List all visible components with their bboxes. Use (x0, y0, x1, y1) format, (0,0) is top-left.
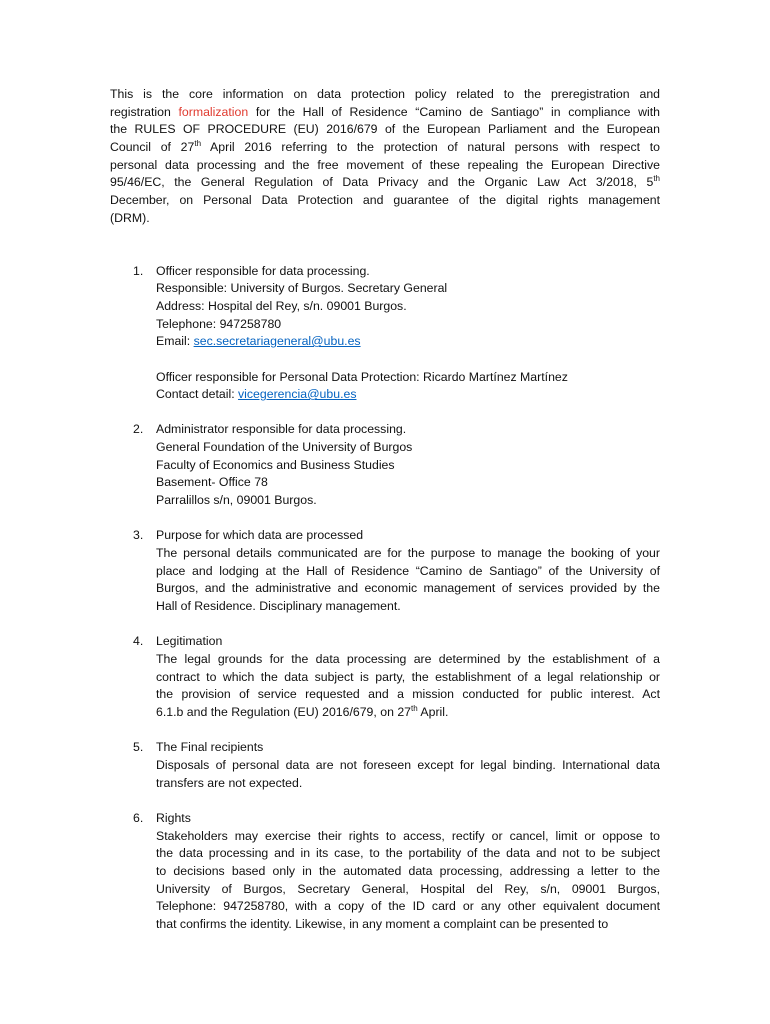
section-line: Telephone: 947258780 (156, 316, 282, 331)
section-title: Officer responsible for data processing. (156, 263, 370, 278)
line-text: April. (417, 704, 449, 719)
line-text: registration (110, 104, 179, 119)
line-text: April 2016 referring to the protection of natural persons with respect to (201, 139, 660, 154)
section-line: that confirms the identity. Likewise, in any moment a complaint can be presented to (156, 916, 609, 931)
section-line: to decisions based only in the automated data processing, addressing a letter to the (156, 863, 660, 878)
section-line: Telephone: 947258780, with a copy of the ID card or any other equivalent document (156, 899, 660, 914)
section-line: Stakeholders may exercise their rights to access, rectify or cancel, limit or oppose to (156, 828, 660, 843)
section-line: Disposals of personal data are not foreseen except for legal binding. International data (156, 757, 660, 772)
section-title: Legitimation (156, 634, 223, 649)
section-6-rights (133, 810, 660, 934)
section-line: transfers are not expected. (156, 775, 303, 790)
line-text: 95/46/EC, the General Regulation of Data Privacy and the Organic Law Act 3/2018, 5 (110, 175, 654, 190)
section-2-administrator (133, 421, 660, 509)
section-line (156, 386, 660, 404)
ordinal-superscript: th (194, 138, 202, 148)
section-line (156, 704, 660, 722)
intro-paragraph (110, 86, 660, 227)
section-line: contract to which the data subject is party, the establishment of a legal relationship or (156, 669, 660, 684)
section-line: Responsible: University of Burgos. Secretary General (156, 281, 448, 296)
section-number: 4. (133, 634, 144, 649)
section-title: Rights (156, 810, 191, 825)
section-title: Administrator responsible for data processing. (156, 422, 407, 437)
highlighted-word: formalization (178, 104, 249, 119)
section-line: Hall of Residence. Disciplinary management. (156, 599, 401, 614)
blank-line (156, 351, 660, 369)
section-line: The legal grounds for the data processing are determined by the establishment of a (156, 652, 660, 666)
line-text: Council of 27 (110, 139, 195, 154)
section-5-recipients (133, 739, 660, 792)
intro-line: the RULES OF PROCEDURE (EU) 2016/679 of the European Parliament and the European (110, 122, 660, 137)
section-number: 6. (133, 810, 144, 825)
contact-email-link[interactable]: vicegerencia@ubu.es (238, 387, 357, 402)
section-4-legitimation (133, 633, 660, 721)
intro-line: December, on Personal Data Protection and guarantee of the digital rights management (110, 192, 660, 207)
section-line: University of Burgos, Secretary General, Hospital del Rey, s/n, 09001 Burgos, (156, 881, 660, 896)
line-text: for the Hall of Residence “Camino de Santiago” in compliance with (248, 104, 660, 119)
section-number: 2. (133, 422, 144, 437)
section-line: place and lodging at the Hall of Residence “Camino de Santiago” of the University of (156, 563, 660, 578)
intro-line: personal data processing and the free movement of these repealing the European Directive (110, 157, 660, 172)
intro-line: (DRM). (110, 210, 150, 225)
intro-line (110, 174, 660, 192)
section-line: Faculty of Economics and Business Studies (156, 457, 395, 472)
section-3-purpose (133, 527, 660, 615)
email-label: Email: (156, 334, 194, 349)
section-line: Basement- Office 78 (156, 475, 268, 490)
ordinal-superscript: th (411, 703, 418, 713)
section-line: the provision of service requested and a mission conducted for public interest. Act (156, 687, 660, 702)
section-1-data-officer (133, 263, 660, 404)
section-line: the data processing and in its case, to the portability of the data and not to be subject (156, 846, 660, 861)
section-line: Burgos, and the administrative and economic management of services provided by the (156, 581, 660, 596)
section-line: The personal details communicated are for the purpose to manage the booking of your (156, 546, 660, 561)
intro-line: This is the core information on data protection policy related to the preregistration and (110, 87, 660, 101)
section-title: Purpose for which data are processed (156, 528, 364, 543)
line-text: 6.1.b and the Regulation (EU) 2016/679, on 27 (156, 704, 412, 719)
section-number: 3. (133, 528, 144, 543)
ordinal-superscript: th (653, 174, 660, 184)
contact-label: Contact detail: (156, 387, 239, 402)
section-title: The Final recipients (156, 740, 264, 755)
intro-line (110, 139, 660, 157)
section-line: Officer responsible for Personal Data Protection: Ricardo Martínez Martínez (156, 369, 568, 384)
section-line (156, 333, 660, 351)
intro-line (110, 104, 660, 122)
section-number: 5. (133, 740, 144, 755)
section-line: Address: Hospital del Rey, s/n. 09001 Burgos. (156, 298, 407, 313)
section-line: Parralillos s/n, 09001 Burgos. (156, 493, 317, 508)
section-number: 1. (133, 263, 144, 278)
section-line: General Foundation of the University of Burgos (156, 440, 413, 455)
document-body (0, 86, 770, 934)
email-link[interactable]: sec.secretariageneral@ubu.es (193, 334, 361, 349)
